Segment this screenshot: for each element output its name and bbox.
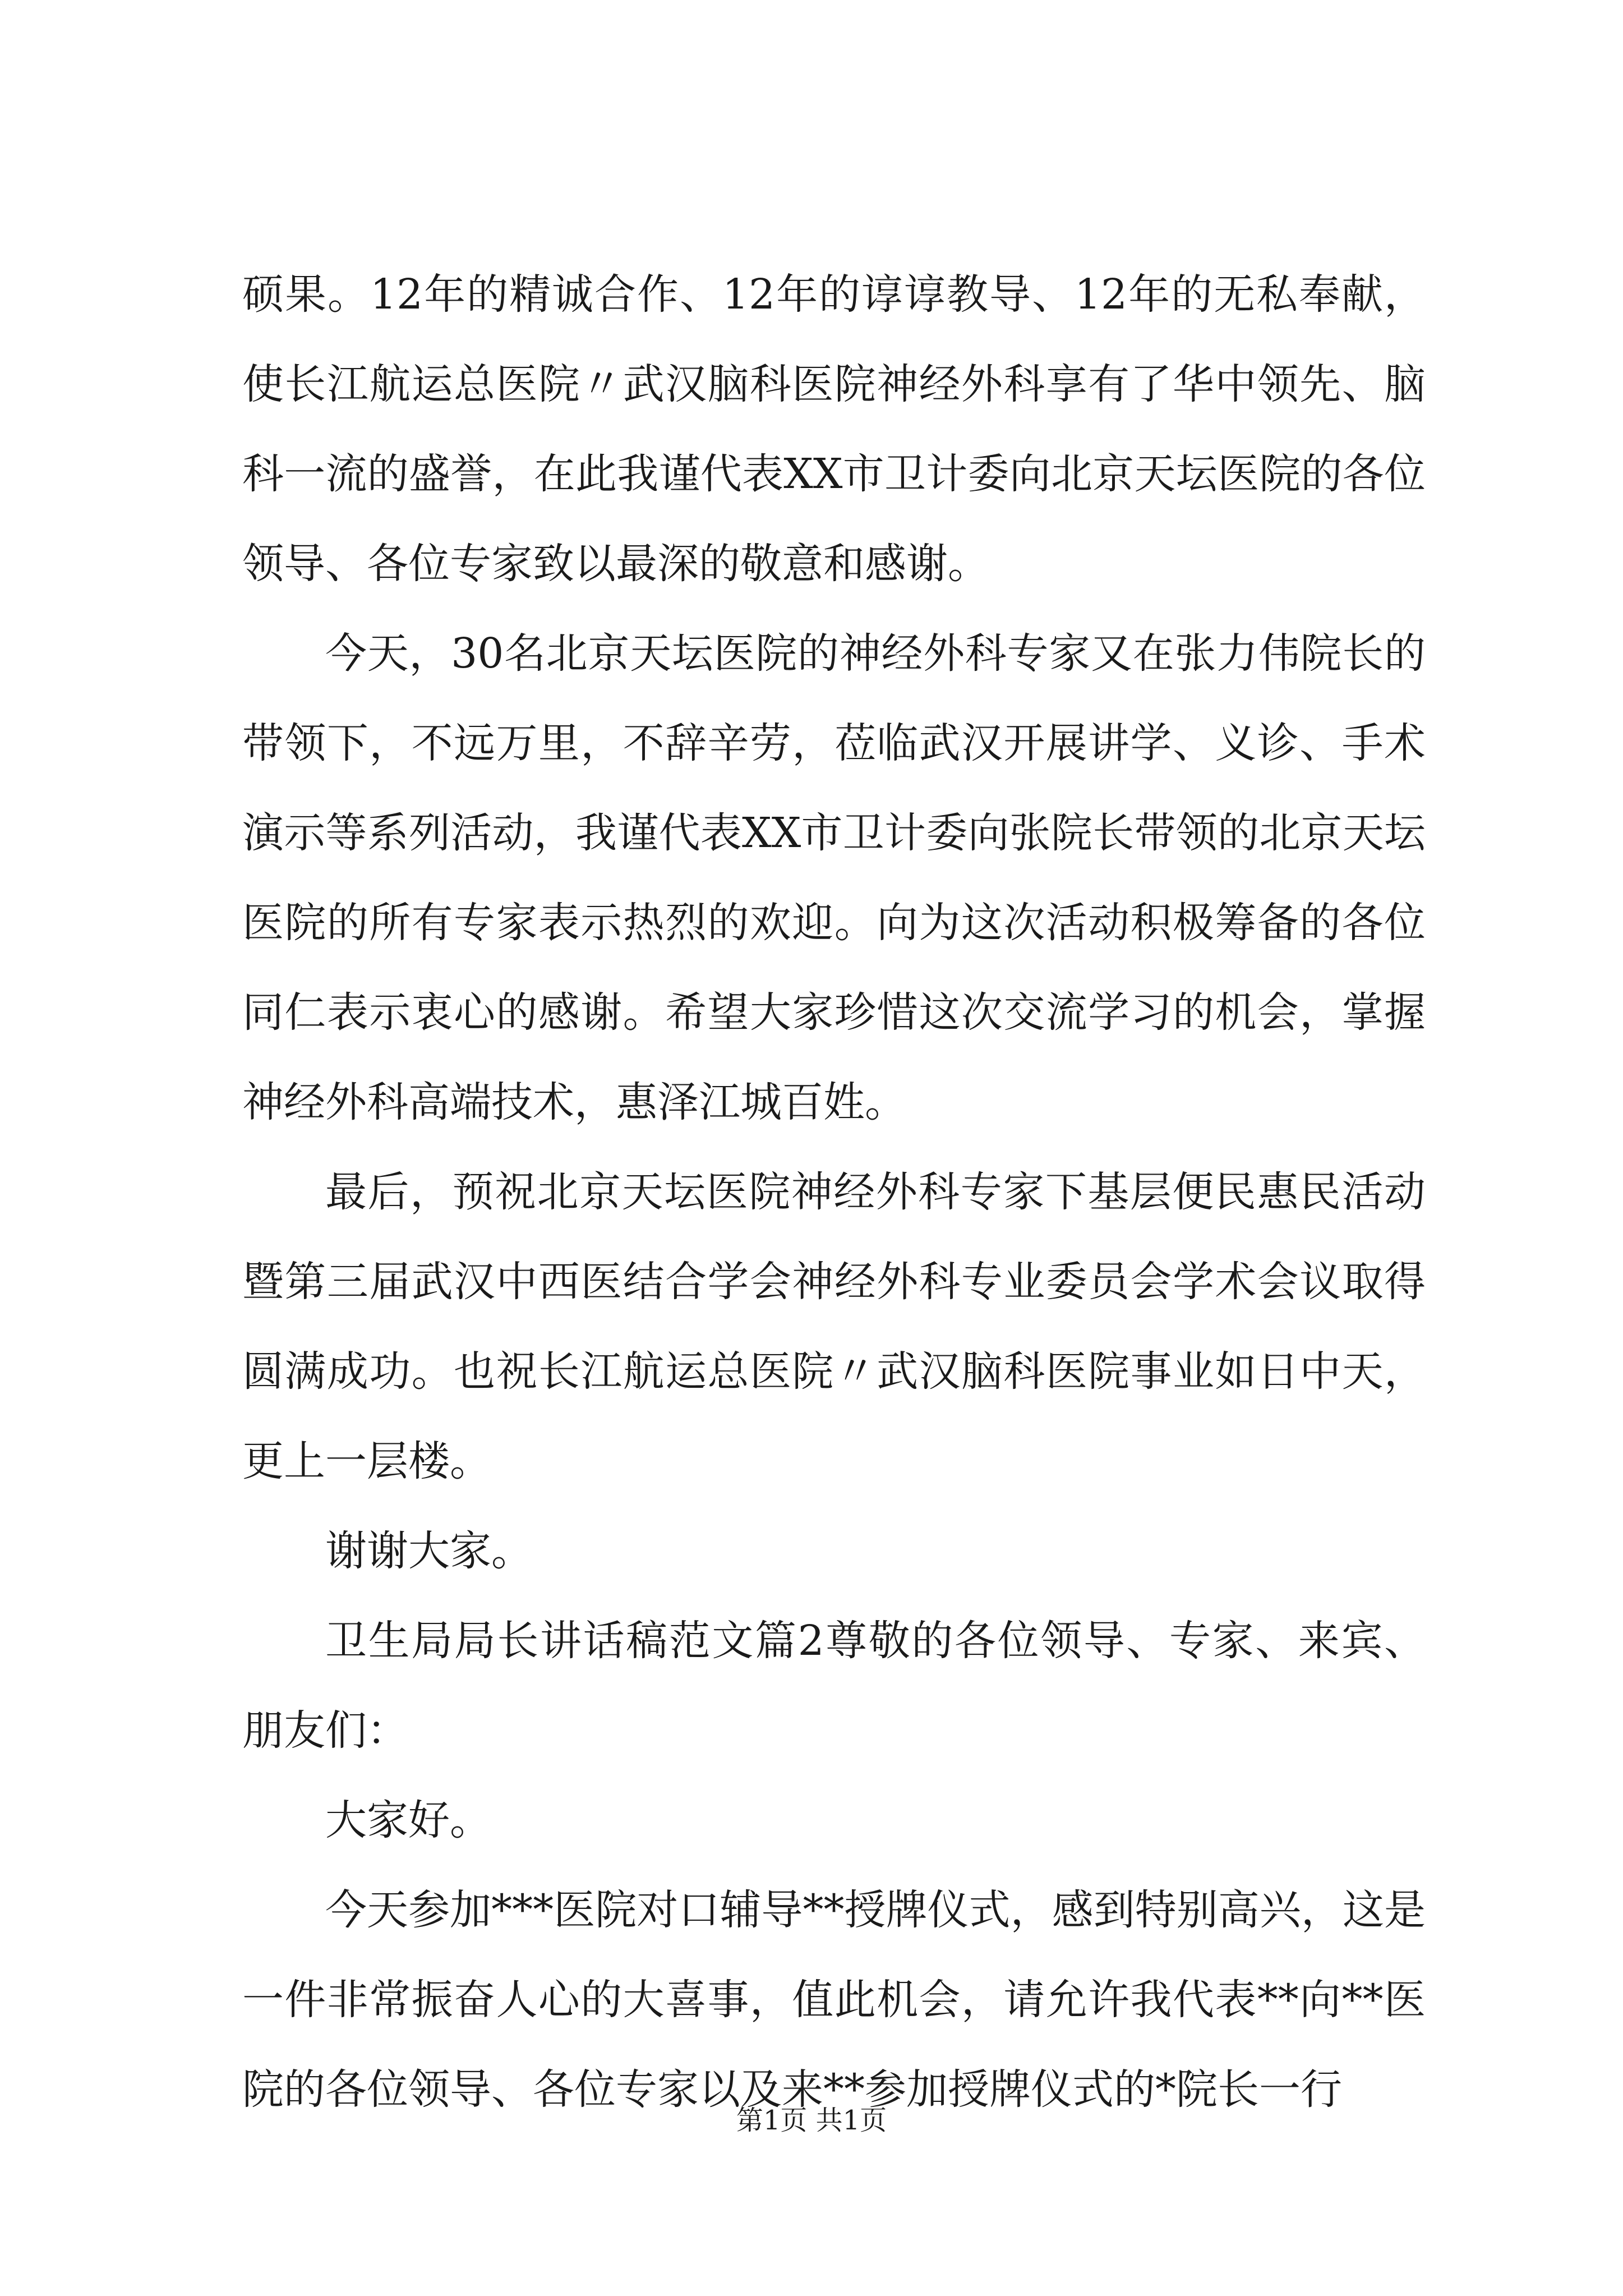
paragraph-speech-2-heading: 卫生局局长讲话稿范文篇2尊敬的各位领导、专家、来宾、朋友们： bbox=[242, 1617, 1426, 1755]
page-footer: 第1页 共1页 bbox=[736, 2105, 887, 2136]
paragraph-closing-wishes: 最后，预祝北京天坛医院神经外科专家下基层便民惠民活动暨第三届武汉中西医结合学会神经外科专业委员会学术会议取得圆满成功。也祝长江航运总医院〃武汉脑科医院事业如日中天，更上一层楼。 bbox=[242, 1168, 1426, 1485]
document-body bbox=[242, 250, 1426, 2134]
paragraph-experts-welcome: 今天，30名北京天坛医院的神经外科专家又在张力伟院长的带领下，不远万里，不辞辛劳，莅临武汉开展讲学、义诊、手术演示等系列活动，我谨代表XX市卫计委向张院长带领的北京天坛医院的所有专家表示热烈的欢迎。向为这次活动积极筹备的各位同仁表示衷心的感谢。希望大家珍惜这次交流学习的机会，掌握神经外科高端技术，惠泽江城百姓。 bbox=[242, 629, 1426, 1126]
paragraph-ceremony: 今天参加***医院对口辅导**授牌仪式，感到特别高兴，这是一件非常振奋人心的大喜事，值此机会，请允许我代表**向**医院的各位领导、各位专家以及来**参加授牌仪式的*院长一行 bbox=[242, 1886, 1426, 2114]
paragraph-greeting: 大家好。 bbox=[325, 1796, 491, 1844]
paragraph-thanks: 谢谢大家。 bbox=[325, 1527, 533, 1575]
paragraph-continuation: 硕果。12年的精诚合作、12年的谆谆教导、12年的无私奉献，使长江航运总医院〃武汉脑科医院神经外科享有了华中领先、脑科一流的盛誉，在此我谨代表XX市卫计委向北京天坛医院的各位领导、各位专家致以最深的敬意和感谢。 bbox=[242, 270, 1426, 588]
